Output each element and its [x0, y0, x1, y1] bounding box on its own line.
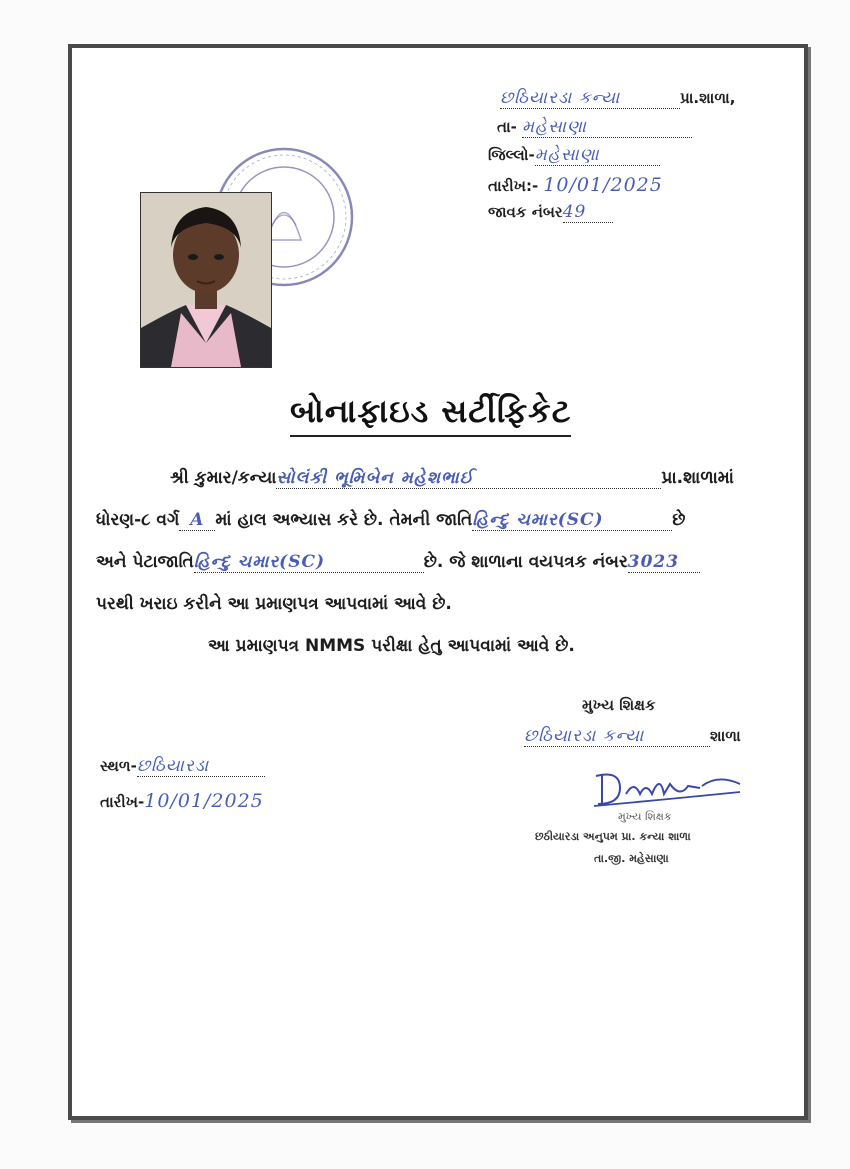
taluka-handwritten: મહેસાણા	[522, 117, 692, 138]
header-date-line	[488, 174, 663, 196]
taluka-label: તા-	[497, 118, 517, 136]
kumar-kanya-label: શ્રી કુમાર/કન્યા	[170, 468, 277, 488]
footer-date-handwritten: 10/01/2025	[144, 790, 264, 812]
division-handwritten: A	[179, 510, 215, 531]
school-name-handwritten: છઠિયારડા કન્યા	[500, 88, 680, 109]
outward-handwritten: 49	[563, 202, 613, 223]
footer-school-line	[524, 726, 741, 747]
place-label: સ્થળ-	[100, 757, 137, 775]
header-taluka-line	[497, 117, 692, 138]
student-name-handwritten: સોલંકી ભૂમિબેન મહેશભાઈ	[276, 468, 661, 489]
place-line	[100, 756, 265, 777]
school-suffix-1: પ્રા.શાળામાં	[661, 468, 734, 488]
footer-date-line	[100, 790, 264, 812]
footer-date-label: તારીખ-	[100, 793, 145, 811]
district-label: જિલ્લો-	[488, 146, 535, 164]
body-line-1	[170, 468, 734, 489]
header-district-line	[488, 145, 660, 166]
principal-signature-icon	[590, 764, 750, 812]
outward-label: જાવક નંબર	[488, 203, 563, 221]
body-line-2	[96, 510, 685, 531]
standard-label: ધોરણ-૮ વર્ગ	[96, 510, 180, 530]
stamp-line-1: મુખ્ય શિક્ષક	[618, 810, 672, 823]
certificate-title: બોનાફાઇડ સર્ટીફિકેટ	[290, 392, 571, 437]
place-handwritten: છઠિયારડા	[137, 756, 265, 777]
body-line-3	[96, 552, 700, 573]
student-photo-icon	[141, 193, 271, 367]
register-text: છે. જે શાળાના વયપત્રક નંબર	[423, 552, 628, 572]
footer-school-handwritten: છઠિયારડા કન્યા	[524, 726, 710, 747]
body-line-5: આ પ્રમાણપત્ર NMMS પરીક્ષા હેતુ આપવામાં આવે છે.	[208, 636, 575, 656]
header-school-line	[500, 88, 735, 109]
date-label: તારીખ:-	[488, 177, 539, 195]
subcaste-handwritten: હિન્દુ ચમાર(SC)	[194, 552, 424, 573]
student-photo	[140, 192, 272, 368]
body-line-4: પરથી ખરાઇ કરીને આ પ્રમાણપત્ર આપવામાં આવે છે.	[96, 594, 452, 614]
register-number-handwritten: 3023	[628, 552, 700, 573]
stamp-line-3: તા.જી. મહેસાણા	[594, 852, 669, 865]
footer-school-suffix: શાળા	[710, 727, 741, 745]
district-handwritten: મહેસાણા	[535, 145, 660, 166]
studying-text: માં હાલ અભ્યાસ કરે છે. તેમની જાતિ	[215, 510, 473, 530]
principal-label: મુખ્ય શિક્ષક	[582, 696, 656, 714]
header-outward-line	[488, 202, 613, 223]
date-handwritten: 10/01/2025	[543, 174, 663, 196]
stamp-line-2: છઠીયારડા અનુપમ પ્રા. કન્યા શાળા	[535, 830, 691, 843]
subcaste-label: અને પેટાજાતિ	[96, 552, 194, 572]
caste-handwritten: હિન્દુ ચમાર(SC)	[472, 510, 672, 531]
school-suffix: પ્રા.શાળા,	[680, 89, 736, 107]
line2-suffix: છે	[672, 510, 686, 530]
